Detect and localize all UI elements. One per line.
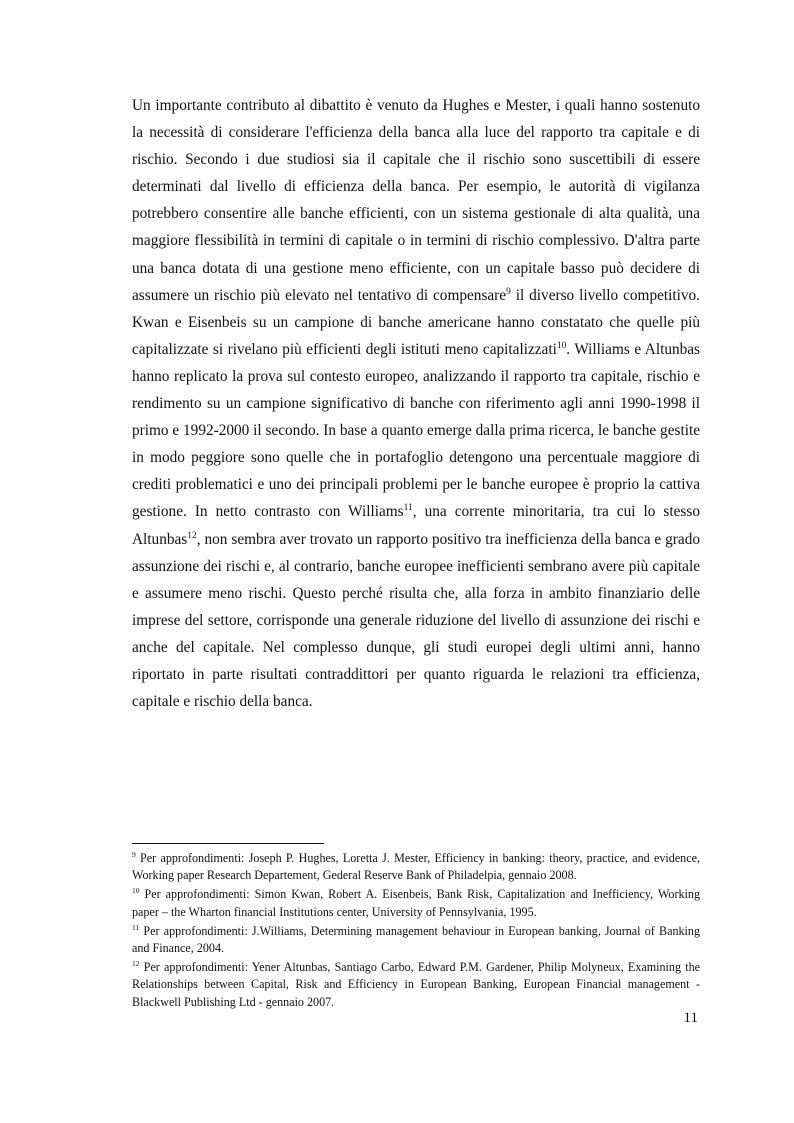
page-number: 11	[683, 1010, 698, 1026]
body-text-part-1: Un importante contributo al dibattito è venuto da Hughes e Mester, i quali hanno sostenuto la necessità di considerare l'efficienza della banca alla luce del rapporto tra capitale e di rischio. Secondo i due studiosi sia il capitale che il rischio sono suscettibili di essere determinati dal livello di efficienza della banca. Per esempio, le autorità di vigilanza potrebbero consentire alle banche efficienti, con un sistema gestionale di alta qualità, una maggiore flessibilità in termini di capitale o in termini di rischio complessivo. D'altra parte una banca dotata di una gestione meno efficiente, con un capitale basso può decidere di assumere un rischio più elevato nel tentativo di compensare	[132, 97, 700, 304]
footnote-text: Per approfondimenti: Yener Altunbas, Santiago Carbo, Edward P.M. Gardener, Philip Molyneux, Examining the Relationships between Capital, Risk and Efficiency in European Banking, European Financial management - Blackwell Publishing Ltd - gennaio 2007.	[132, 960, 700, 1009]
footnote-10	[132, 886, 700, 920]
footnote-ref-11[interactable]: 11	[403, 503, 413, 514]
footnote-11	[132, 923, 700, 957]
footnote-separator	[132, 843, 324, 844]
footnote-number: 10	[132, 886, 140, 896]
footnote-ref-12[interactable]: 12	[187, 530, 197, 541]
footnote-ref-10[interactable]: 10	[556, 340, 567, 351]
footnote-number: 9	[132, 849, 136, 859]
body-text-part-4: , una corrente minoritaria, tra cui lo stesso Altunbas	[132, 503, 700, 548]
footnote-number: 11	[132, 922, 140, 932]
footnote-9	[132, 850, 700, 884]
body-text-part-3: . Williams e Altunbas hanno replicato la prova sul contesto europeo, analizzando il rapporto tra capitale, rischio e rendimento su un campione significativo di banche con riferimento agli anni 1990-1998 il primo e 1992-2000 il secondo. In base a quanto emerge dalla prima ricerca, le banche gestite in modo peggiore sono quelle che in portafoglio detengono una percentuale maggiore di crediti problematici e uno dei principali problemi per le banche europee è proprio la cattiva gestione. In netto contrasto con Williams	[132, 340, 701, 521]
body-paragraph	[132, 92, 700, 715]
footnote-text: Per approfondimenti: Simon Kwan, Robert A. Eisenbeis, Bank Risk, Capitalization and Inefficiency, Working paper – the Wharton financial Institutions center, University of Pennsylvania, 1995.	[132, 887, 700, 919]
footnote-number: 12	[132, 959, 140, 969]
footnote-text: Per approfondimenti: Joseph P. Hughes, Loretta J. Mester, Efficiency in banking: theory, practice, and evidence, Working paper Research Departement, Gederal Reserve Bank of Philadelpia, gennaio 2008.	[132, 851, 700, 883]
footnote-ref-9[interactable]: 9	[506, 286, 511, 297]
footnote-text: Per approfondimenti: J.Williams, Determining management behaviour in European banking, Journal of Banking and Finance, 2004.	[132, 923, 700, 956]
body-text-part-5: , non sembra aver trovato un rapporto positivo tra inefficienza della banca e grado assunzione dei rischi e, al contrario, banche europee inefficienti sembrano avere più capitale e assumere meno rischi. Questo perché risulta che, alla forza in ambito finanziario delle imprese del settore, corrisponde una generale riduzione del livello di assunzione dei rischi e anche del capitale. Nel complesso dunque, gli studi europei degli ultimi anni, hanno riportato in parte risultati contraddittori per quanto riguarda le relazioni tra efficienza, capitale e rischio della banca.	[132, 530, 700, 711]
footnotes	[132, 850, 700, 1013]
footnote-12	[132, 959, 700, 1011]
body-text-part-2: il diverso livello competitivo. Kwan e Eisenbeis su un campione di banche americane hanno constatato che quelle più capitalizzate si rivelano più efficienti degli istituti meno capitalizzati	[132, 286, 701, 358]
